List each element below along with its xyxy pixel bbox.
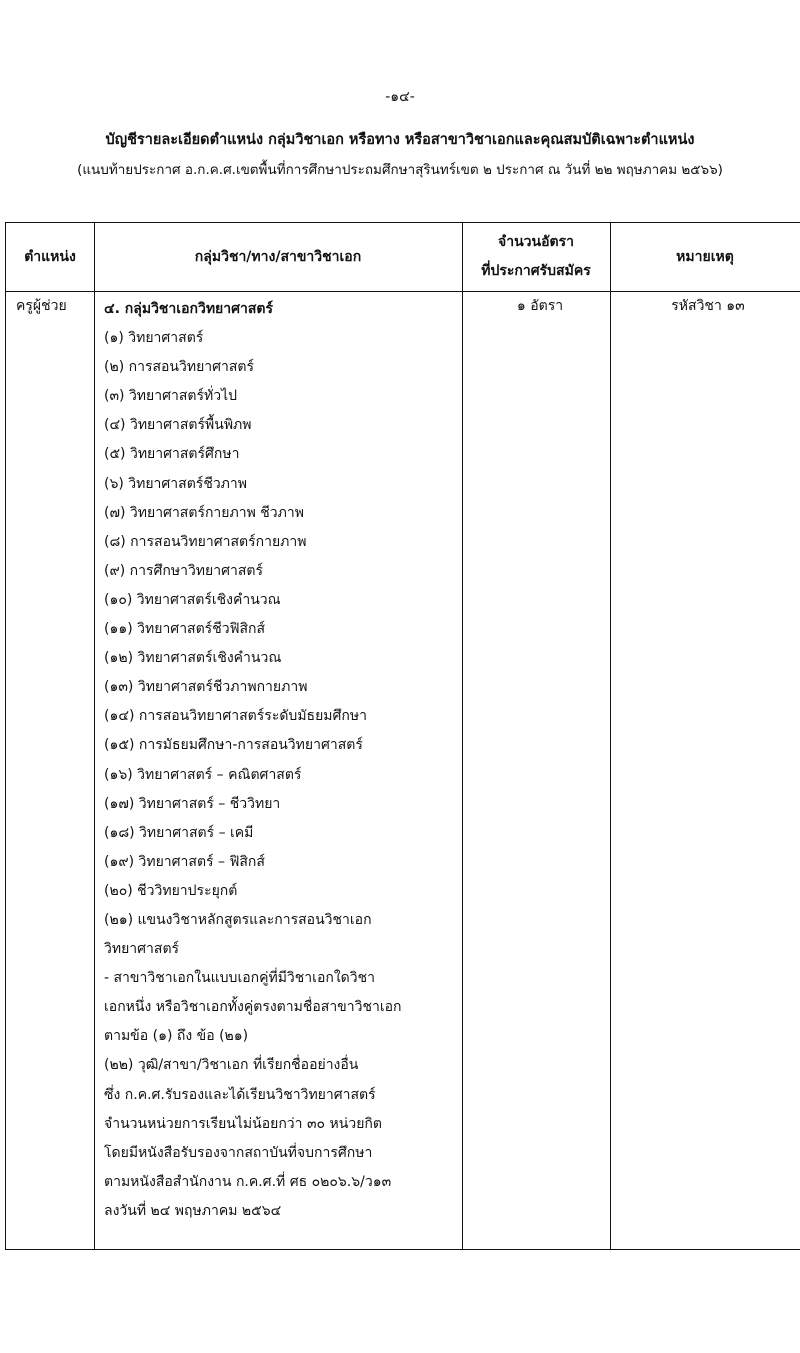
subject-line: (๒๒) วุฒิ/สาขา/วิชาเอก ที่เรียกชื่ออย่างอื่น [104,1057,359,1074]
subject-line: ตามหนังสือสำนักงาน ก.ค.ศ.ที่ ศธ ๐๒๐๖.๖/ว๑๓ [104,1173,392,1190]
cell-position: ครูผู้ช่วย [16,298,67,314]
subject-group-title: ๔. กลุ่มวิชาเอกวิทยาศาสตร์ [104,301,274,317]
subject-line: (๕) วิทยาศาสตร์ศึกษา [104,446,240,463]
column-divider [94,223,95,1249]
document-title: บัญชีรายละเอียดตำแหน่ง กลุ่มวิชาเอก หรือทาง หรือสาขาวิชาเอกและคุณสมบัติเฉพาะตำแหน่ง [105,132,695,148]
subject-line: (๔) วิทยาศาสตร์พื้นพิภพ [104,417,252,434]
header-quota [462,223,610,291]
header-quota-line2: ที่ประกาศรับสมัคร [481,263,591,279]
subject-line: (๑) วิทยาศาสตร์ [104,330,204,347]
header-remark-label: หมายเหตุ [676,248,734,265]
subject-line: (๙) การศึกษาวิทยาศาสตร์ [104,562,263,579]
header-subject [94,223,462,291]
column-divider [462,223,463,1249]
subject-line: (๑๖) วิทยาศาสตร์ – คณิตศาสตร์ [104,766,302,783]
subject-line: (๗) วิทยาศาสตร์กายภาพ ชีวภาพ [104,504,304,521]
subject-line: (๒๑) แขนงวิชาหลักสูตรและการสอนวิชาเอก [104,911,372,928]
position-table [5,222,800,1250]
subject-line: (๘) การสอนวิทยาศาสตร์กายภาพ [104,533,307,550]
subject-line: จำนวนหน่วยการเรียนไม่น้อยกว่า ๓๐ หน่วยกิต [104,1115,382,1132]
header-position-label: ตำแหน่ง [24,248,76,265]
subject-line: เอกหนึ่ง หรือวิชาเอกทั้งคู่ตรงตามชื่อสาขาวิชาเอก [104,999,402,1016]
subject-line: (๒๐) ชีววิทยาประยุกต์ [104,882,238,899]
subject-line: (๑๗) วิทยาศาสตร์ – ชีววิทยา [104,795,281,812]
subject-line: (๖) วิทยาศาสตร์ชีวภาพ [104,475,248,492]
subject-line: (๑๘) วิทยาศาสตร์ – เคมี [104,824,254,841]
header-position [6,223,94,291]
subject-line: (๑๙) วิทยาศาสตร์ – ฟิสิกส์ [104,853,265,870]
header-subject-label: กลุ่มวิชา/ทาง/สาขาวิชาเอก [194,248,362,265]
header-divider [6,291,800,292]
subject-line: โดยมีหนังสือรับรองจากสถาบันที่จบการศึกษา [104,1144,373,1161]
subject-line: (๓) วิทยาศาสตร์ทั่วไป [104,388,238,405]
subject-line: ตามข้อ (๑) ถึง ข้อ (๒๑) [104,1028,249,1045]
header-remark [610,223,800,291]
column-divider [610,223,611,1249]
subject-line: ซึ่ง ก.ค.ศ.รับรองและได้เรียนวิชาวิทยาศาสตร์ [104,1086,376,1103]
subject-line: (๑๑) วิทยาศาสตร์ชีวฟิสิกส์ [104,621,266,638]
cell-remark: รหัสวิชา ๑๓ [671,298,745,314]
subject-list [104,295,459,1226]
document-subtitle: (แนบท้ายประกาศ อ.ก.ค.ศ.เขตพื้นที่การศึกษาประถมศึกษาสุรินทร์เขต ๒ ประกาศ ณ วันที่ ๒๒ พฤษภาคม ๒๕๖๖) [77,162,723,178]
header-quota-line1: จำนวนอัตรา [498,234,574,250]
subject-line: (๒) การสอนวิทยาศาสตร์ [104,359,255,376]
subject-line: (๑๕) การมัธยมศึกษา-การสอนวิทยาศาสตร์ [104,737,363,754]
subject-line: (๑๓) วิทยาศาสตร์ชีวภาพกายภาพ [104,679,308,696]
subject-line: - สาขาวิชาเอกในแบบเอกคู่ที่มีวิชาเอกใดวิชา [104,970,375,987]
page-number: -๑๔- [385,89,415,105]
subject-line: วิทยาศาสตร์ [104,941,180,958]
subject-line: (๑๐) วิทยาศาสตร์เชิงคำนวณ [104,591,281,608]
subject-line: (๑๒) วิทยาศาสตร์เชิงคำนวณ [104,650,282,667]
cell-quota: ๑ อัตรา [516,298,564,314]
subject-line: (๑๔) การสอนวิทยาศาสตร์ระดับมัธยมศึกษา [104,708,367,725]
subject-line: ลงวันที่ ๒๔ พฤษภาคม ๒๕๖๔ [104,1202,282,1219]
